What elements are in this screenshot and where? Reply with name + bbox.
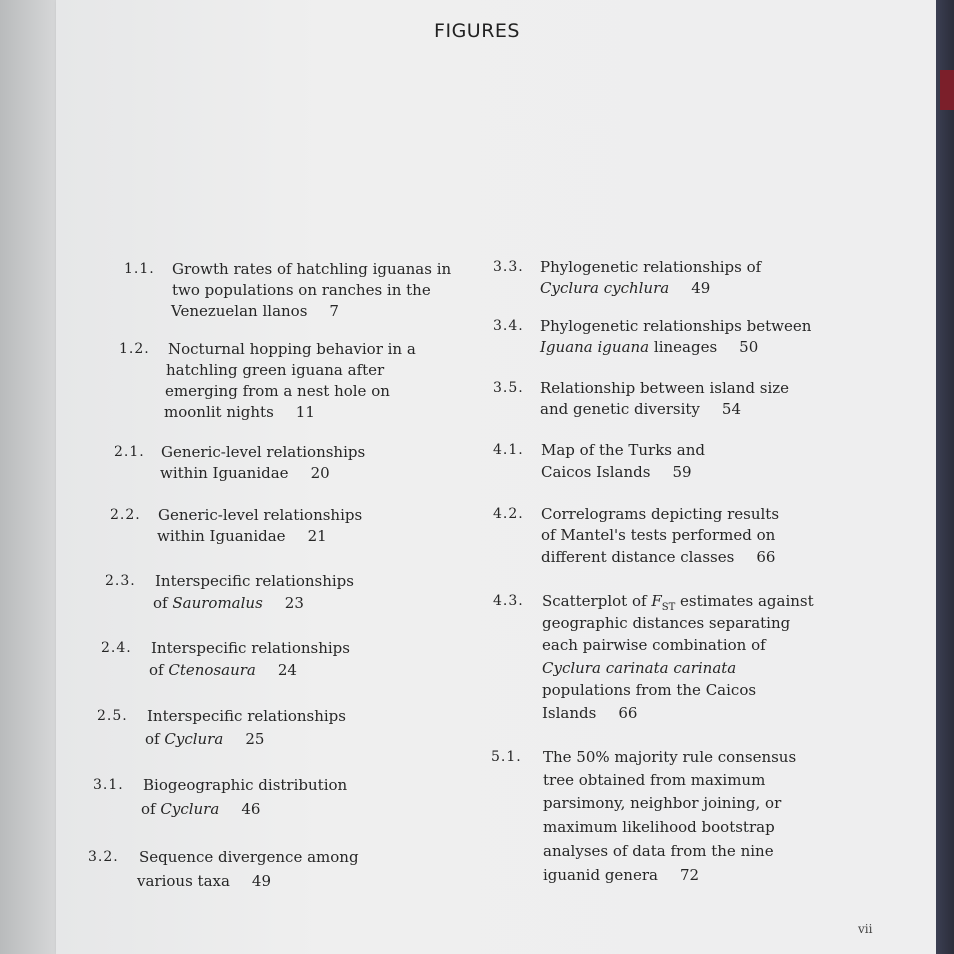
figure-caption-line: Phylogenetic relationships of — [540, 258, 762, 276]
figure-caption-line: parsimony, neighbor joining, or — [543, 794, 782, 812]
figure-number: 2.2. — [110, 507, 141, 523]
page-number: 11 — [295, 403, 315, 421]
figure-caption-line: each pairwise combination of — [542, 636, 766, 654]
figure-caption-line: maximum likelihood bootstrap — [543, 818, 775, 836]
figure-caption-line: emerging from a nest hole on — [165, 382, 390, 400]
figure-number: 4.2. — [493, 506, 524, 522]
figure-caption-line: Phylogenetic relationships between — [540, 317, 812, 335]
figure-caption-line: Iguana iguana lineages 50 — [540, 338, 759, 356]
figure-number: 2.5. — [97, 708, 128, 724]
figure-number: 3.2. — [88, 849, 119, 865]
figure-caption-line: of Ctenosaura 24 — [149, 661, 297, 679]
figure-number: 3.4. — [493, 318, 524, 334]
figure-caption-line: moonlit nights 11 — [164, 403, 315, 421]
figure-caption-line: geographic distances separating — [542, 614, 791, 632]
figure-caption-line: Caicos Islands 59 — [541, 463, 692, 481]
figure-caption-line: Sequence divergence among — [139, 848, 359, 866]
figure-number: 3.3. — [493, 259, 524, 275]
figure-caption-line: Relationship between island size — [540, 379, 790, 397]
figure-caption-line: Scatterplot of $F_{ST}$ estimates against — [542, 592, 814, 613]
figure-caption-line: hatchling green iguana after — [166, 361, 385, 379]
figure-caption-line: populations from the Caicos — [542, 681, 757, 699]
page-number: 23 — [284, 594, 304, 612]
page-number: 50 — [739, 338, 759, 356]
figure-caption-line: Generic-level relationships — [161, 443, 366, 461]
figure-caption-line: Interspecific relationships — [155, 572, 354, 590]
page-folio: vii — [858, 922, 873, 936]
figure-number: 1.1. — [124, 261, 155, 277]
figure-caption-line: of Sauromalus 23 — [153, 594, 304, 612]
figure-caption-line: Interspecific relationships — [147, 707, 346, 725]
figure-caption-line: different distance classes 66 — [541, 548, 776, 566]
figure-number: 2.3. — [105, 573, 136, 589]
page-number: 66 — [618, 704, 638, 722]
figure-caption-line: The 50% majority rule consensus — [543, 748, 797, 766]
figure-caption-line: Islands 66 — [542, 704, 638, 722]
figure-caption-line: Generic-level relationships — [158, 506, 363, 524]
figure-caption-line: Nocturnal hopping behavior in a — [168, 340, 416, 358]
figure-caption-line: Biogeographic distribution — [143, 776, 348, 794]
figure-caption-line: iguanid genera 72 — [543, 866, 700, 884]
figure-number: 2.4. — [101, 640, 132, 656]
page-number: 54 — [721, 400, 741, 418]
figure-number: 4.1. — [493, 442, 524, 458]
figure-caption-line: Map of the Turks and — [541, 441, 705, 459]
book-cover-edge — [936, 0, 954, 954]
figure-number: 4.3. — [493, 593, 524, 609]
figure-caption-line: Interspecific relationships — [151, 639, 350, 657]
page-number: 49 — [251, 872, 272, 890]
figure-caption-line: analyses of data from the nine — [543, 842, 774, 860]
figure-caption-line: various taxa 49 — [137, 872, 272, 890]
page-number: 66 — [756, 548, 776, 566]
page-title: FIGURES — [434, 20, 520, 42]
figure-caption-line: Cyclura carinata carinata — [542, 659, 737, 677]
figure-caption-line: tree obtained from maximum — [543, 771, 766, 789]
figure-caption-line: within Iguanidae 20 — [160, 464, 330, 482]
figure-number: 5.1. — [491, 749, 522, 765]
figure-caption-line: within Iguanidae 21 — [157, 527, 327, 545]
page-number: 20 — [310, 464, 330, 482]
figure-number: 3.1. — [93, 777, 124, 793]
page-number: 46 — [241, 800, 261, 818]
figure-caption-line: of Cyclura 46 — [141, 800, 261, 818]
page-number: 21 — [307, 527, 327, 545]
page-number: 7 — [329, 302, 339, 320]
figure-caption-line: Correlograms depicting results — [541, 505, 780, 523]
cover-accent — [940, 70, 954, 110]
figure-caption-line: Growth rates of hatchling iguanas in — [172, 260, 452, 278]
figure-caption-line: and genetic diversity 54 — [540, 400, 741, 418]
figure-caption-line: Cyclura cychlura 49 — [540, 279, 711, 297]
figure-caption-line: of Mantel's tests performed on — [541, 526, 776, 544]
figure-caption-line: of Cyclura 25 — [145, 730, 265, 748]
page-number: 24 — [277, 661, 297, 679]
page-number: 25 — [245, 730, 265, 748]
figure-number: 1.2. — [119, 341, 150, 357]
figure-number: 3.5. — [493, 380, 524, 396]
left-page-shadow — [0, 0, 56, 954]
page-number: 49 — [691, 279, 711, 297]
page-number: 59 — [672, 463, 692, 481]
page-number: 72 — [679, 866, 700, 884]
figure-number: 2.1. — [114, 444, 145, 460]
figure-caption-line: two populations on ranches in the — [172, 281, 431, 299]
figure-caption-line: Venezuelan llanos 7 — [171, 302, 339, 320]
